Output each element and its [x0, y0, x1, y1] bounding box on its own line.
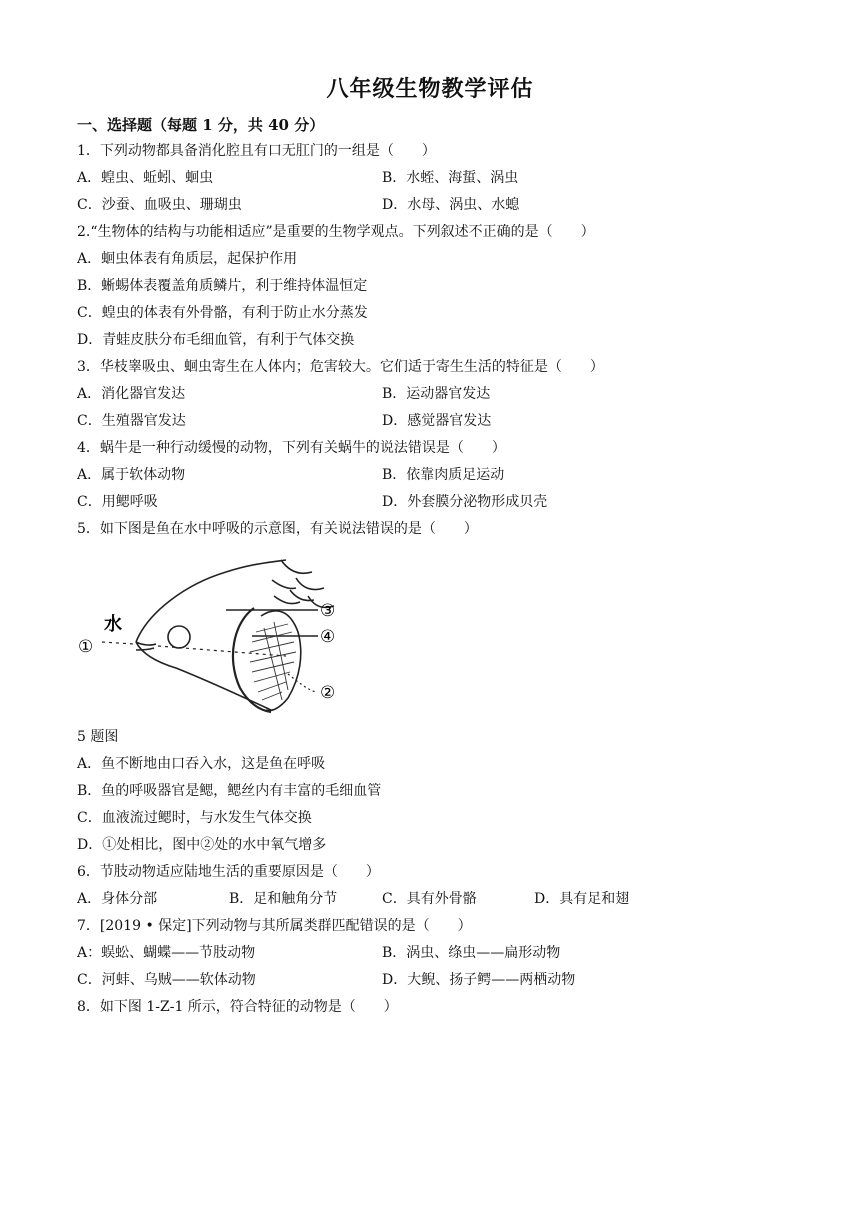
- figure-label-2: ②: [320, 683, 336, 703]
- figure-label-1: ①: [78, 637, 94, 657]
- question-3-option-d: D．感觉器官发达: [382, 413, 492, 429]
- question-1-stem: 1．下列动物都具备消化腔且有口无肛门的一组是（ ）: [77, 143, 436, 159]
- question-1-option-a: A．蝗虫、蚯蚓、蛔虫: [77, 170, 214, 186]
- question-2-option-c: C．蝗虫的体表有外骨骼，有利于防止水分蒸发: [77, 305, 368, 321]
- question-2-option-b: B．蜥蜴体表覆盖角质鳞片，利于维持体温恒定: [77, 278, 368, 294]
- question-7-stem: 7．[2019 • 保定]下列动物与其所属类群匹配错误的是（ ）: [77, 918, 472, 934]
- figure-label-4: ④: [320, 627, 336, 647]
- question-7-option-d: D．大鲵、扬子鳄——两栖动物: [382, 972, 576, 988]
- question-5-option-c: C．血液流过鳃时，与水发生气体交换: [77, 810, 312, 826]
- question-5-option-b: B．鱼的呼吸器官是鳃，鳃丝内有丰富的毛细血管: [77, 783, 382, 799]
- question-5-option-d: D．①处相比，图中②处的水中氧气增多: [77, 837, 327, 853]
- question-3-stem: 3．华枝睾吸虫、蛔虫寄生在人体内；危害较大。它们适于寄生生活的特征是（ ）: [77, 359, 604, 375]
- question-6-stem: 6．节肢动物适应陆地生活的重要原因是（ ）: [77, 864, 380, 880]
- question-6-option-d: D．具有足和翅: [534, 891, 630, 907]
- question-4-stem: 4．蜗牛是一种行动缓慢的动物，下列有关蜗牛的说法错误是（ ）: [77, 440, 506, 456]
- question-2-stem: 2.“生物体的结构与功能相适应”是重要的生物学观点。下列叙述不正确的是（ ）: [77, 224, 595, 240]
- question-4-option-a: A．属于软体动物: [77, 467, 186, 483]
- fish-eye: [168, 626, 190, 648]
- question-2-option-d: D．青蛙皮肤分布毛细血管，有利于气体交换: [77, 332, 355, 348]
- question-6-option-c: C．具有外骨骼: [382, 891, 477, 907]
- question-7-option-a: A：蜈蚣、蝴蝶——节肢动物: [77, 945, 256, 961]
- figure-label-3: ③: [320, 601, 336, 621]
- question-3-option-c: C．生殖器官发达: [77, 413, 186, 429]
- question-4-option-b: B．依靠肉质足运动: [382, 467, 505, 483]
- question-3-option-b: B．运动器官发达: [382, 386, 491, 402]
- water-flow-line: [102, 642, 286, 656]
- figure-caption: 5 题图: [77, 729, 119, 745]
- question-7-option-b: B．涡虫、绦虫——扁形动物: [382, 945, 561, 961]
- question-5-option-a: A．鱼不断地由口吞入水，这是鱼在呼吸: [77, 756, 326, 772]
- question-2-option-a: A．蛔虫体表有角质层，起保护作用: [77, 251, 298, 267]
- question-1-option-b: B．水蛭、海蜇、涡虫: [382, 170, 519, 186]
- page-title: 八年级生物教学评估: [326, 76, 534, 102]
- question-7-option-c: C．河蚌、乌贼——软体动物: [77, 972, 256, 988]
- question-3-option-a: A．消化器官发达: [77, 386, 186, 402]
- question-6-option-a: A．身体分部: [77, 891, 158, 907]
- question-6-option-b: B．足和触角分节: [229, 891, 338, 907]
- question-4-option-d: D．外套膜分泌物形成贝壳: [382, 494, 548, 510]
- figure-label-water: 水: [104, 614, 122, 635]
- question-5-stem: 5．如下图是鱼在水中呼吸的示意图，有关说法错误的是（ ）: [77, 521, 478, 537]
- fish-respiration-figure: [76, 550, 356, 718]
- question-1-option-d: D．水母、涡虫、水螅: [382, 197, 520, 213]
- fish-operculum: [233, 608, 271, 712]
- section-heading: 一、选择题（每题 1 分，共 40 分）: [77, 116, 325, 134]
- question-8-stem: 8．如下图 1-Z-1 所示，符合特征的动物是（ ）: [77, 999, 398, 1015]
- question-1-option-c: C．沙蚕、血吸虫、珊瑚虫: [77, 197, 242, 213]
- question-4-option-c: C．用鳃呼吸: [77, 494, 158, 510]
